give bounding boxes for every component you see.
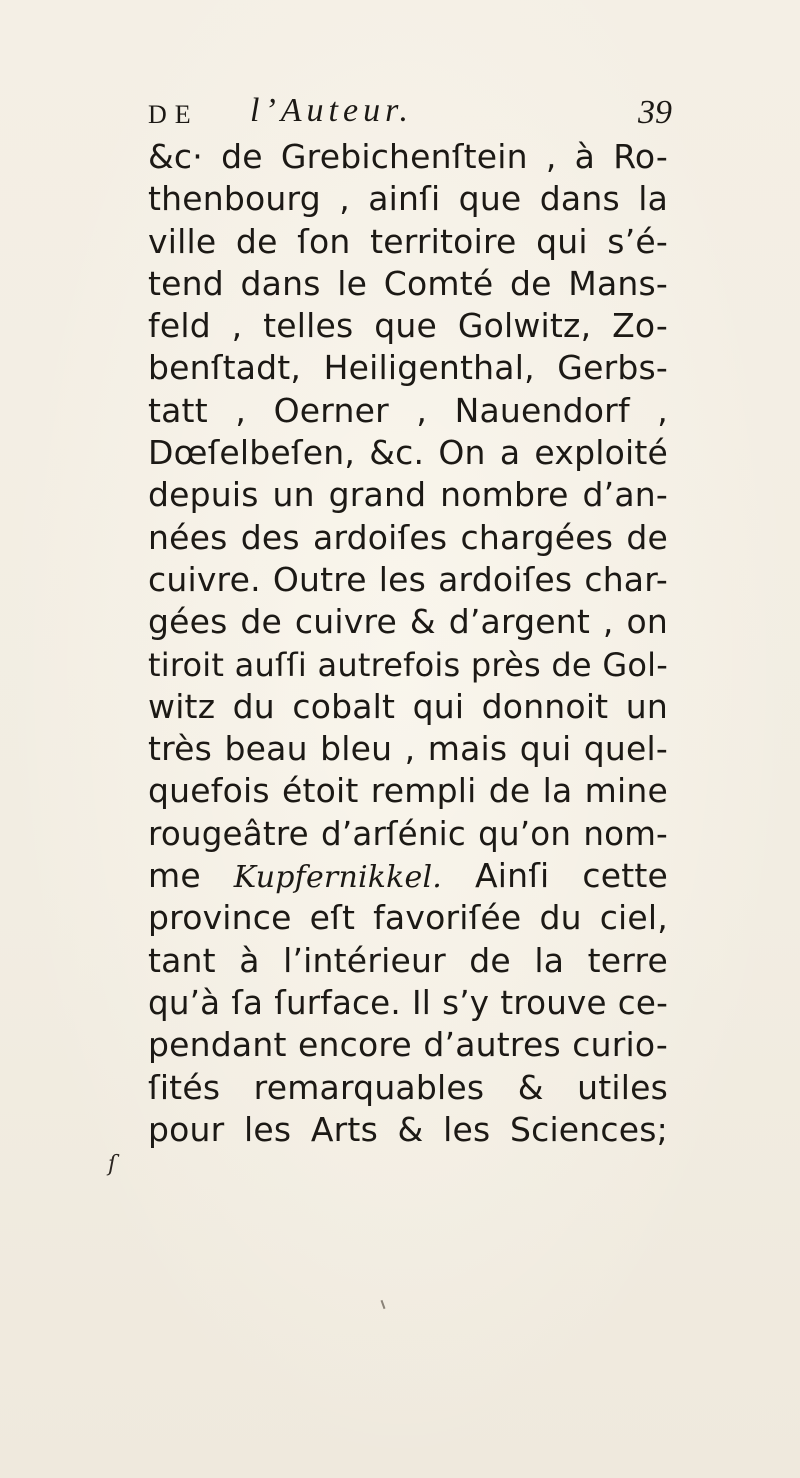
text-run: thenbourg , ainſi que dans la xyxy=(148,179,668,219)
text-run: Dœſelbeſen, &c. On a exploité xyxy=(148,433,668,473)
text-line xyxy=(148,474,668,516)
text-run: tiroit auſſi autrefois près de Gol- xyxy=(148,645,668,684)
text-line xyxy=(148,136,668,178)
running-head-title: l’Auteur. xyxy=(250,92,414,129)
margin-mark: ſ xyxy=(108,1152,117,1177)
text-line xyxy=(148,559,668,601)
text-run: rougeâtre d’arſénic qu’on nom- xyxy=(148,814,668,853)
text-run: me xyxy=(148,856,234,896)
text-run: pendant encore d’autres curio- xyxy=(148,1025,668,1065)
text-line xyxy=(148,517,668,559)
text-line xyxy=(148,305,668,347)
text-run: tant à l’intérieur de la terre xyxy=(148,940,668,980)
text-run: feld , telles que Golwitz, Zo- xyxy=(148,306,668,346)
text-line xyxy=(148,1024,668,1066)
text-run: pour les Arts & les Sciences; xyxy=(148,1109,668,1149)
text-line xyxy=(148,347,668,389)
italic-term: Kupfernikkel. xyxy=(233,860,443,896)
text-line xyxy=(148,982,668,1024)
text-run: tend dans le Comté de Mans- xyxy=(148,263,668,303)
text-line xyxy=(148,897,668,939)
text-line xyxy=(148,770,668,812)
text-line xyxy=(148,601,668,643)
text-run: tatt , Oerner , Nauendorf , xyxy=(148,390,668,430)
text-run: &c· de Grebichenſtein , à Ro- xyxy=(148,137,668,176)
page-number: 39 xyxy=(638,94,672,131)
text-line xyxy=(148,644,668,686)
text-run: benſtadt, Heiligenthal, Gerbs- xyxy=(148,348,668,388)
running-head-left: DE xyxy=(148,100,199,129)
text-line xyxy=(148,1067,668,1109)
text-line xyxy=(148,432,668,474)
text-line xyxy=(148,940,668,982)
text-run: ville de ſon territoire qui s’é- xyxy=(148,221,668,261)
text-line xyxy=(148,263,668,305)
running-head xyxy=(148,92,672,132)
text-line xyxy=(148,178,668,220)
text-line xyxy=(148,855,668,897)
text-run: très beau bleu , mais qui quel- xyxy=(148,729,668,769)
text-run: qu’à ſa ſurface. Il s’y trouve ce- xyxy=(148,983,668,1022)
text-run: ſités remarquables & utiles xyxy=(148,1067,668,1107)
body-text xyxy=(148,136,668,1151)
text-line xyxy=(148,1109,668,1151)
paper-speck xyxy=(381,1300,386,1309)
text-run: Ainſi cette xyxy=(442,856,668,896)
text-run: depuis un grand nombre d’an- xyxy=(148,475,668,515)
text-run: nées des ardoiſes chargées de xyxy=(148,517,668,557)
text-run: gées de cuivre & d’argent , on xyxy=(148,602,668,642)
text-line xyxy=(148,813,668,855)
text-run: witz du cobalt qui donnoit un xyxy=(148,686,668,726)
text-line xyxy=(148,221,668,263)
text-line xyxy=(148,390,668,432)
text-run: quefois étoit rempli de la mine xyxy=(148,771,668,811)
text-run: province eſt favoriſée du ciel, xyxy=(148,898,668,938)
text-run: cuivre. Outre les ardoiſes char- xyxy=(148,559,668,599)
text-line xyxy=(148,686,668,728)
text-line xyxy=(148,728,668,770)
